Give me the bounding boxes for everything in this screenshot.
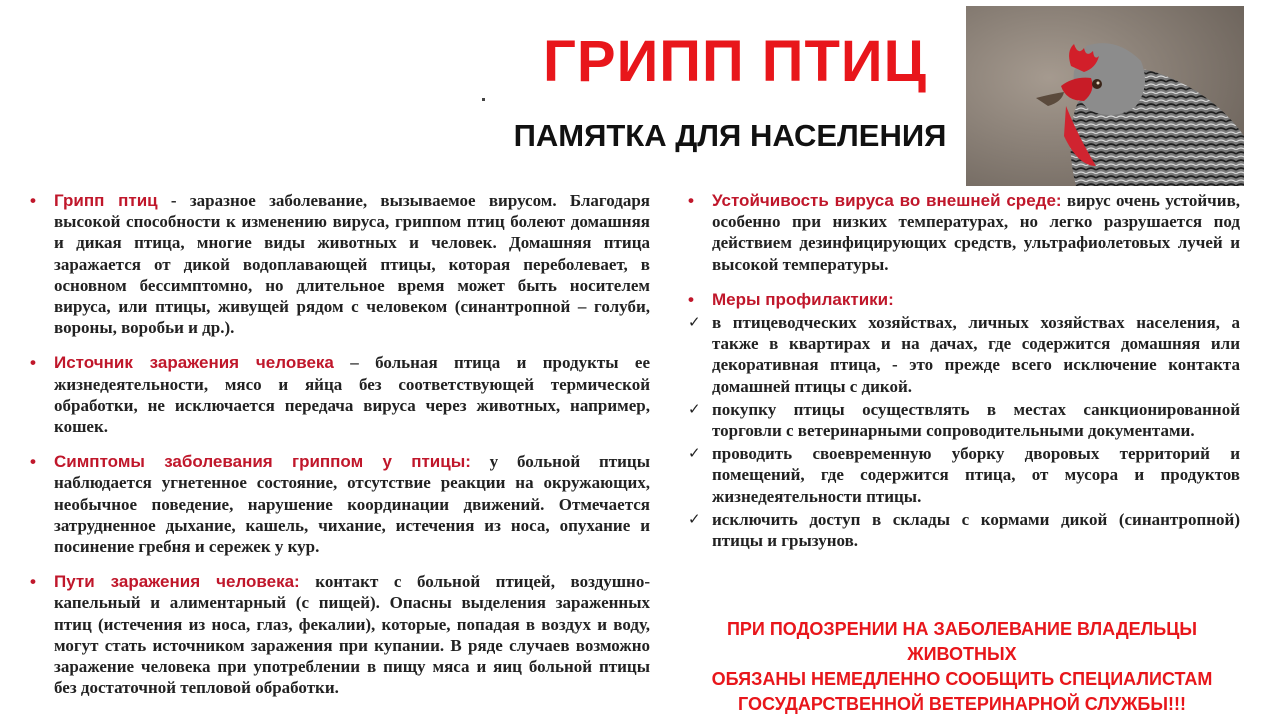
list-item: [688, 190, 1240, 275]
prevention-item-text: покупку птицы осуществлять в местах санкционированной торговли с ветеринарными сопроводительными документами.: [712, 399, 1240, 441]
warning-line: ОБЯЗАНЫ НЕМЕДЛЕННО СООБЩИТЬ СПЕЦИАЛИСТАМ: [711, 669, 1213, 689]
item-heading: Грипп птиц: [54, 191, 158, 210]
bullet-icon: •: [30, 353, 36, 373]
prevention-item-text: проводить своевременную уборку дворовых территорий и помещений, где содержится птица, от мусора и продуктов жизнедеятельности птицы.: [712, 444, 1240, 506]
bullet-icon: •: [688, 289, 694, 309]
warning-line: ГОСУДАРСТВЕННОЙ ВЕТЕРИНАРНОЙ СЛУЖБЫ!!!: [738, 694, 1186, 714]
checkmark-icon: ✓: [688, 313, 701, 332]
list-item: [30, 190, 650, 338]
left-column: [30, 190, 650, 712]
prevention-item-text: исключить доступ в склады с кормами дикой (синантропной) птицы и грызунов.: [712, 509, 1240, 551]
page-subtitle: ПАМЯТКА ДЛЯ НАСЕЛЕНИЯ: [513, 118, 947, 153]
bullet-icon: •: [30, 572, 36, 592]
prevention-item-text: в птицеводческих хозяйствах, личных хозяйствах населения, а также в квартирах и на дачах, где содержится домашняя или декоративная птица, - это прежде всего исключение контакта домашней птицы с дикой.: [712, 313, 1240, 396]
prevention-item: [688, 312, 1240, 397]
page-title: ГРИПП ПТИЦ: [543, 29, 927, 94]
stray-dot: [482, 98, 485, 101]
item-text: - заразное заболевание, вызываемое вирусом. Благодаря высокой способности к изменению вируса, гриппом птиц болеют домашняя и дикая птица, многие виды животных и человек. Домашняя птица заражается от дикой водоплавающей птицы, которая переболевает, в основном бессимптомно, но длительное время может быть носителем вируса, или птицы, живущей рядом с человеком (синантропной – голуби, вороны, воробьи и др.).: [54, 191, 650, 338]
item-heading: Симптомы заболевания гриппом у птицы:: [54, 452, 471, 472]
checkmark-icon: ✓: [688, 509, 701, 528]
chicken-photo: [966, 6, 1244, 186]
list-item: [30, 451, 650, 557]
bullet-icon: •: [30, 452, 36, 472]
prevention-heading: Меры профилактики:: [712, 289, 894, 309]
item-heading: Источник заражения человека: [54, 353, 334, 373]
checkmark-icon: ✓: [688, 444, 701, 463]
right-column: [688, 190, 1240, 553]
item-text: вирус очень устойчив, особенно при низких температурах, но легко разрушается под действием дезинфицирующих средств, ультрафиолетовых лучей и высокой температуры.: [712, 191, 1240, 274]
list-item: [30, 571, 650, 698]
bullet-icon: •: [30, 191, 36, 210]
item-heading: Устойчивость вируса во внешней среде:: [712, 191, 1062, 210]
item-text: контакт с больной птицей, воздушно-капельный и алиментарный (с пищей). Опасны выделения зараженных птиц (истечения из носа, глаз, фекалии), которые, попадая в воздух и воду, могут стать источником заражения при купании. В ряде случаев возможно заражение человека при употреблении в пищу мяса и яиц больной птицы без достаточной тепловой обработки.: [54, 572, 651, 698]
prevention-item: [688, 509, 1240, 551]
prevention-item: [688, 399, 1240, 441]
warning-line: ПРИ ПОДОЗРЕНИИ НА ЗАБОЛЕВАНИЕ ВЛАДЕЛЬЦЫ ЖИВОТНЫХ: [726, 619, 1198, 664]
item-text: у больной птицы наблюдается угнетенное состояние, отсутствие реакции на окружающих, необычное поведение, нарушение координации движений. Отмечается затрудненное дыхание, кашель, чихание, истечения из носа, опухание и посинение гребня и сережек у кур.: [54, 452, 650, 557]
bullet-icon: •: [688, 191, 694, 210]
item-heading: Пути заражения человека:: [54, 572, 300, 592]
prevention-item: [688, 443, 1240, 507]
warning-notice: [672, 617, 1252, 717]
list-item: [30, 352, 650, 437]
item-text: – больная птица и продукты ее жизнедеятельности, мясо и яйца без соответствующей термической обработки, не исключается передача вируса через животных, например, кошек.: [54, 353, 650, 437]
checkmark-icon: ✓: [688, 399, 701, 418]
prevention-heading-item: [688, 289, 1240, 310]
